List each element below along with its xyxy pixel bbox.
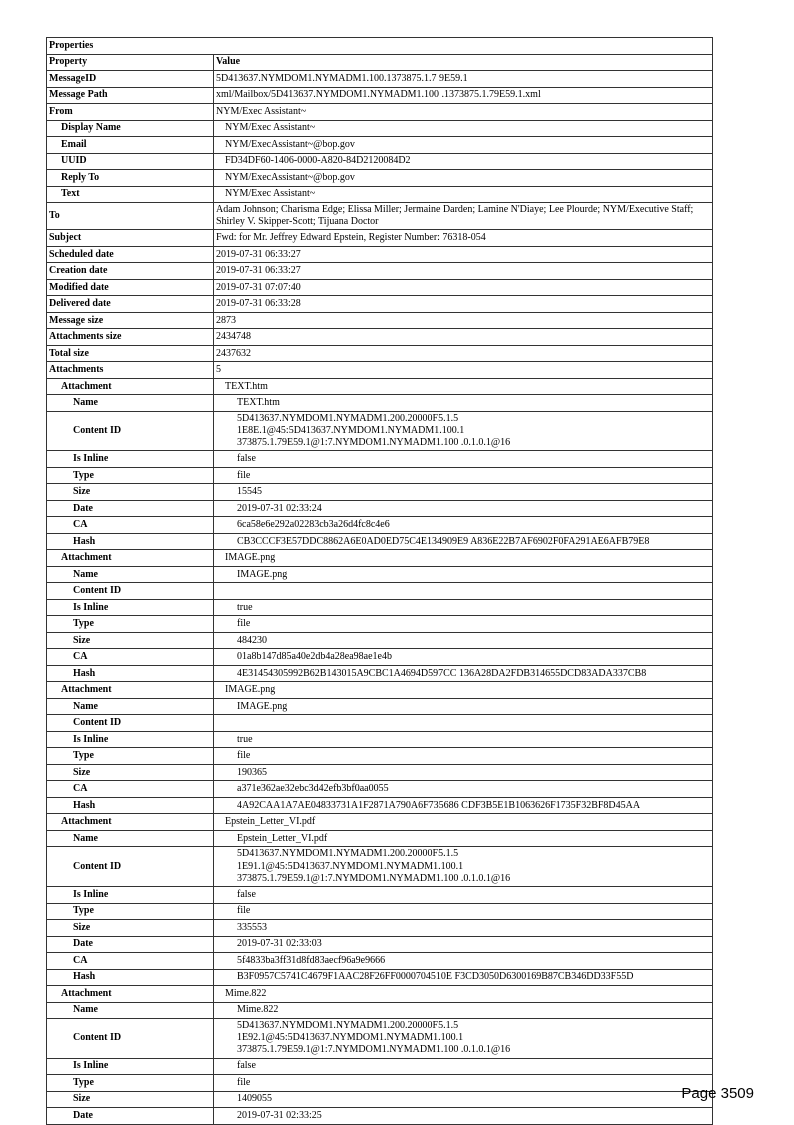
table-row xyxy=(47,137,713,154)
property-value: NYM/ExecAssistant~@bop.gov xyxy=(214,137,713,154)
property-value: false xyxy=(214,1058,713,1075)
property-name: Content ID xyxy=(47,847,214,887)
property-name: Hash xyxy=(47,665,214,682)
table-row xyxy=(47,329,713,346)
table-row xyxy=(47,830,713,847)
property-value: IMAGE.png xyxy=(214,698,713,715)
property-name: Date xyxy=(47,1108,214,1125)
property-value: 15545 xyxy=(214,484,713,501)
property-value: Epstein_Letter_VI.pdf xyxy=(214,814,713,831)
property-name: Size xyxy=(47,1091,214,1108)
table-row xyxy=(47,599,713,616)
property-value: IMAGE.png xyxy=(214,682,713,699)
property-value: CB3CCCF3E57DDC8862A6E0AD0ED75C4E134909E9 A836E22B7AF6902F0FA291AE6AFB79E8 xyxy=(214,533,713,550)
table-row xyxy=(47,517,713,534)
table-row xyxy=(47,467,713,484)
table-row xyxy=(47,1091,713,1108)
page-number: Page 3509 xyxy=(681,1085,754,1102)
property-value: 5D413637.NYMDOM1.NYMADM1.200.20000F5.1.5 1E92.1@45:5D413637.NYMDOM1.NYMADM1.100.1 373875.1.79E59.1@1:7.NYMDOM1.NYMADM1.100 .0.1.0.1@16 xyxy=(214,1019,713,1059)
property-name: Total size xyxy=(47,345,214,362)
property-name: Content ID xyxy=(47,583,214,600)
property-name: Type xyxy=(47,1075,214,1092)
property-value: 484230 xyxy=(214,632,713,649)
property-value: 2019-07-31 07:07:40 xyxy=(214,279,713,296)
table-row xyxy=(47,484,713,501)
table-row xyxy=(47,296,713,313)
table-row xyxy=(47,230,713,247)
property-name: Message Path xyxy=(47,87,214,104)
table-row xyxy=(47,764,713,781)
property-name: Attachment xyxy=(47,682,214,699)
table-row xyxy=(47,583,713,600)
table-row xyxy=(47,451,713,468)
table-row xyxy=(47,748,713,765)
table-row xyxy=(47,170,713,187)
property-value xyxy=(214,715,713,732)
property-value: file xyxy=(214,467,713,484)
property-name: Email xyxy=(47,137,214,154)
properties-table xyxy=(46,37,713,1125)
table-row xyxy=(47,953,713,970)
property-name: Is Inline xyxy=(47,451,214,468)
property-value: file xyxy=(214,903,713,920)
property-value: NYM/Exec Assistant~ xyxy=(214,120,713,137)
table-row xyxy=(47,362,713,379)
column-header-property: Property xyxy=(47,54,214,71)
table-row xyxy=(47,104,713,121)
column-header-value: Value xyxy=(214,54,713,71)
property-name: Size xyxy=(47,920,214,937)
property-name: Attachments size xyxy=(47,329,214,346)
table-row xyxy=(47,1002,713,1019)
property-value: Epstein_Letter_VI.pdf xyxy=(214,830,713,847)
table-row xyxy=(47,797,713,814)
property-name: Content ID xyxy=(47,715,214,732)
property-value: xml/Mailbox/5D413637.NYMDOM1.NYMADM1.100 .1373875.1.79E59.1.xml xyxy=(214,87,713,104)
property-value: 2434748 xyxy=(214,329,713,346)
property-name: Content ID xyxy=(47,1019,214,1059)
property-value: 2019-07-31 02:33:24 xyxy=(214,500,713,517)
table-header-row xyxy=(47,54,713,71)
table-title: Properties xyxy=(47,38,713,55)
property-name: To xyxy=(47,203,214,230)
property-name: MessageID xyxy=(47,71,214,88)
property-name: CA xyxy=(47,953,214,970)
table-row xyxy=(47,345,713,362)
property-value: file xyxy=(214,748,713,765)
table-row xyxy=(47,781,713,798)
table-row xyxy=(47,246,713,263)
property-value: false xyxy=(214,451,713,468)
property-value: Adam Johnson; Charisma Edge; Elissa Miller; Jermaine Darden; Lamine N'Diaye; Lee Plourde; NYM/Executive Staff; Shirley V. Skipper-Scott; Tijuana Doctor xyxy=(214,203,713,230)
table-row xyxy=(47,715,713,732)
property-value: 5 xyxy=(214,362,713,379)
property-value: IMAGE.png xyxy=(214,550,713,567)
property-value: 5D413637.NYMDOM1.NYMADM1.200.20000F5.1.5 1E91.1@45:5D413637.NYMDOM1.NYMADM1.100.1 373875.1.79E59.1@1:7.NYMDOM1.NYMADM1.100 .0.1.0.1@16 xyxy=(214,847,713,887)
table-row xyxy=(47,550,713,567)
property-name: Size xyxy=(47,632,214,649)
property-value: 4A92CAA1A7AE04833731A1F2871A790A6F735686 CDF3B5E1B1063626F1735F32BF8D45AA xyxy=(214,797,713,814)
table-row xyxy=(47,312,713,329)
table-row xyxy=(47,731,713,748)
property-value: Fwd: for Mr. Jeffrey Edward Epstein, Register Number: 76318-054 xyxy=(214,230,713,247)
property-name: Attachment xyxy=(47,378,214,395)
property-name: Attachment xyxy=(47,814,214,831)
table-row xyxy=(47,120,713,137)
property-name: Date xyxy=(47,500,214,517)
property-value: 2019-07-31 02:33:25 xyxy=(214,1108,713,1125)
table-row xyxy=(47,814,713,831)
table-row xyxy=(47,903,713,920)
property-name: Size xyxy=(47,764,214,781)
property-value: 1409055 xyxy=(214,1091,713,1108)
table-row xyxy=(47,847,713,887)
property-name: Is Inline xyxy=(47,731,214,748)
table-row xyxy=(47,936,713,953)
property-value: 335553 xyxy=(214,920,713,937)
table-row xyxy=(47,153,713,170)
property-value: file xyxy=(214,1075,713,1092)
property-value: 2437632 xyxy=(214,345,713,362)
table-row xyxy=(47,87,713,104)
table-row xyxy=(47,986,713,1003)
property-name: Size xyxy=(47,484,214,501)
property-name: Is Inline xyxy=(47,1058,214,1075)
table-row xyxy=(47,1108,713,1125)
table-row xyxy=(47,566,713,583)
property-name: Modified date xyxy=(47,279,214,296)
property-name: Attachment xyxy=(47,550,214,567)
property-value: NYM/ExecAssistant~@bop.gov xyxy=(214,170,713,187)
table-row xyxy=(47,71,713,88)
table-row xyxy=(47,1075,713,1092)
property-name: Name xyxy=(47,830,214,847)
property-name: UUID xyxy=(47,153,214,170)
property-name: Date xyxy=(47,936,214,953)
property-name: Name xyxy=(47,566,214,583)
property-value: false xyxy=(214,887,713,904)
property-value: 190365 xyxy=(214,764,713,781)
property-name: Hash xyxy=(47,969,214,986)
property-name: Attachments xyxy=(47,362,214,379)
table-row xyxy=(47,665,713,682)
property-name: Text xyxy=(47,186,214,203)
property-name: CA xyxy=(47,649,214,666)
property-value: Mime.822 xyxy=(214,986,713,1003)
table-row xyxy=(47,203,713,230)
property-value: TEXT.htm xyxy=(214,378,713,395)
property-value: true xyxy=(214,731,713,748)
table-row xyxy=(47,395,713,412)
property-name: Name xyxy=(47,1002,214,1019)
property-value: 4E31454305992B62B143015A9CBC1A4694D597CC 136A28DA2FDB314655DCD83ADA337CB8 xyxy=(214,665,713,682)
table-title-row xyxy=(47,38,713,55)
property-value: 5D413637.NYMDOM1.NYMADM1.100.1373875.1.7 9E59.1 xyxy=(214,71,713,88)
property-value: IMAGE.png xyxy=(214,566,713,583)
property-name: Is Inline xyxy=(47,599,214,616)
property-value: FD34DF60-1406-0000-A820-84D2120084D2 xyxy=(214,153,713,170)
table-row xyxy=(47,500,713,517)
table-row xyxy=(47,279,713,296)
property-value: Mime.822 xyxy=(214,1002,713,1019)
property-value: NYM/Exec Assistant~ xyxy=(214,186,713,203)
table-row xyxy=(47,616,713,633)
property-value: 5D413637.NYMDOM1.NYMADM1.200.20000F5.1.5 1E8E.1@45:5D413637.NYMDOM1.NYMADM1.100.1 373875.1.79E59.1@1:7.NYMDOM1.NYMADM1.100 .0.1.0.1@16 xyxy=(214,411,713,451)
property-name: From xyxy=(47,104,214,121)
property-name: Scheduled date xyxy=(47,246,214,263)
property-value: 6ca58e6e292a02283cb3a26d4fc8c4e6 xyxy=(214,517,713,534)
table-row xyxy=(47,1019,713,1059)
property-name: Hash xyxy=(47,797,214,814)
table-row xyxy=(47,632,713,649)
property-name: Reply To xyxy=(47,170,214,187)
property-value: 5f4833ba3ff31d8fd83aecf96a9e9666 xyxy=(214,953,713,970)
property-value: TEXT.htm xyxy=(214,395,713,412)
table-row xyxy=(47,378,713,395)
property-name: Is Inline xyxy=(47,887,214,904)
property-name: Type xyxy=(47,616,214,633)
table-row xyxy=(47,969,713,986)
table-row xyxy=(47,649,713,666)
property-name: CA xyxy=(47,517,214,534)
table-row xyxy=(47,186,713,203)
table-row xyxy=(47,887,713,904)
property-value: 01a8b147d85a40e2db4a28ea98ae1e4b xyxy=(214,649,713,666)
property-value: 2019-07-31 06:33:27 xyxy=(214,263,713,280)
property-value: a371e362ae32ebc3d42efb3bf0aa0055 xyxy=(214,781,713,798)
property-name: Delivered date xyxy=(47,296,214,313)
property-name: Name xyxy=(47,395,214,412)
property-name: Type xyxy=(47,903,214,920)
properties-table-body xyxy=(47,38,713,1125)
property-value: NYM/Exec Assistant~ xyxy=(214,104,713,121)
table-row xyxy=(47,1058,713,1075)
property-name: Content ID xyxy=(47,411,214,451)
table-row xyxy=(47,263,713,280)
property-value: B3F0957C5741C4679F1AAC28F26FF0000704510E F3CD3050D6300169B87CB346DD33F55D xyxy=(214,969,713,986)
property-name: CA xyxy=(47,781,214,798)
property-value xyxy=(214,583,713,600)
table-row xyxy=(47,698,713,715)
table-row xyxy=(47,682,713,699)
property-value: 2019-07-31 06:33:28 xyxy=(214,296,713,313)
property-name: Display Name xyxy=(47,120,214,137)
property-name: Attachment xyxy=(47,986,214,1003)
property-name: Name xyxy=(47,698,214,715)
property-name: Message size xyxy=(47,312,214,329)
property-name: Type xyxy=(47,467,214,484)
table-row xyxy=(47,920,713,937)
table-row xyxy=(47,533,713,550)
table-row xyxy=(47,411,713,451)
property-value: 2019-07-31 06:33:27 xyxy=(214,246,713,263)
property-value: 2019-07-31 02:33:03 xyxy=(214,936,713,953)
property-name: Hash xyxy=(47,533,214,550)
property-name: Creation date xyxy=(47,263,214,280)
property-value: true xyxy=(214,599,713,616)
property-value: file xyxy=(214,616,713,633)
property-name: Type xyxy=(47,748,214,765)
property-name: Subject xyxy=(47,230,214,247)
property-value: 2873 xyxy=(214,312,713,329)
